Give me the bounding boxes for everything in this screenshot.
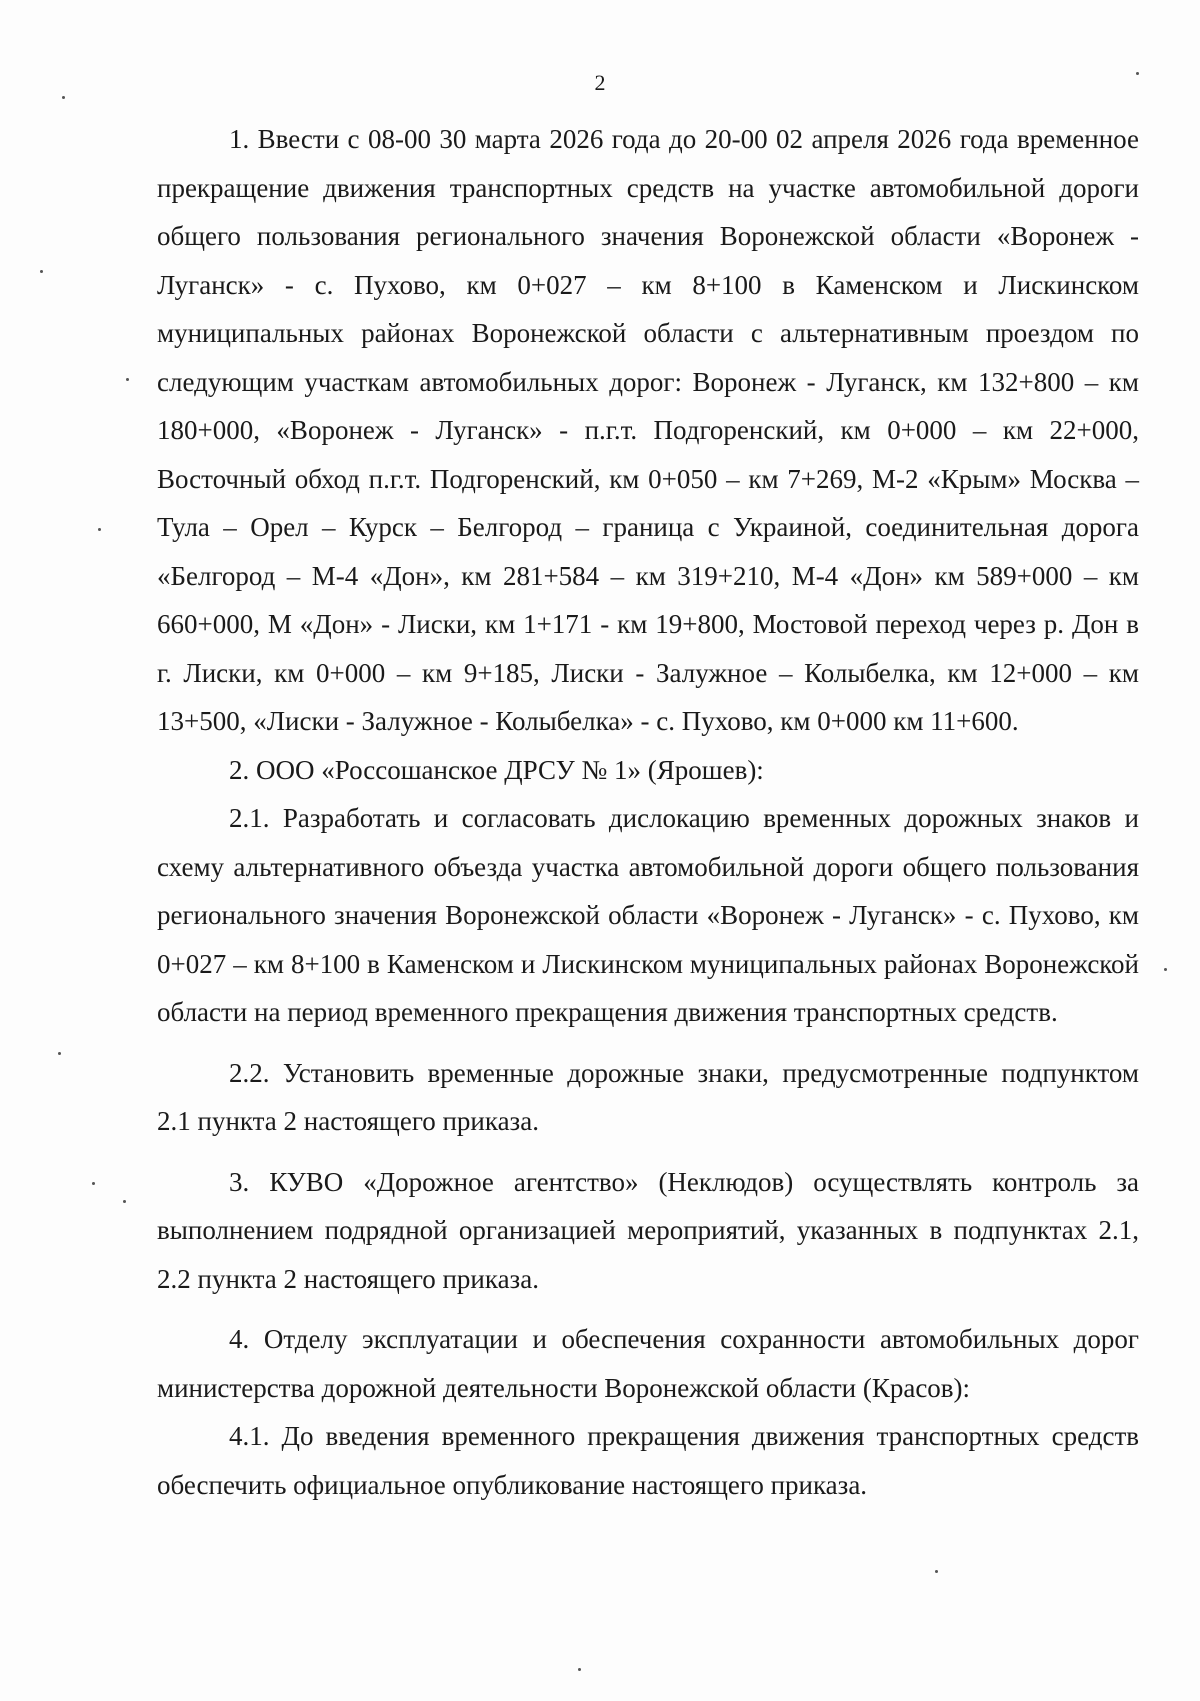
- scan-speck: [92, 1182, 95, 1185]
- scan-speck: [123, 1200, 126, 1203]
- scan-speck: [58, 1052, 61, 1055]
- scan-speck: [98, 528, 101, 531]
- scan-speck: [578, 1668, 581, 1671]
- scan-speck: [935, 1570, 938, 1573]
- paragraph-2-2-install-signs: 2.2. Установить временные дорожные знаки, предусмотренные подпунктом 2.1 пункта 2 настоящего приказа.: [157, 1057, 1139, 1136]
- scan-speck: [126, 378, 129, 381]
- paragraph-4-1-publication: 4.1. До введения временного прекращения движения транспортных средств обеспечить официальное опубликование настоящего приказа.: [157, 1421, 1139, 1500]
- document-body: [157, 115, 1139, 1509]
- scan-speck: [40, 270, 43, 273]
- scan-speck: [1136, 72, 1139, 75]
- paragraph-2-contractor: 2. ООО «Россошанское ДРСУ № 1» (Ярошев):: [229, 754, 764, 785]
- paragraph-2-1-sign-scheme: 2.1. Разработать и согласовать дислокацию временных дорожных знаков и схему альтернативного объезда участка автомобильной дороги общего пользования регионального значения Воронежской области «Воронеж - Луганск» - с. Пухово, км 0+027 – км 8+100 в Каменском и Лискинском муниципальных районах Воронежской области на период временного прекращения движения транспортных средств.: [157, 803, 1139, 1027]
- scan-speck: [62, 96, 65, 99]
- scan-speck: [1164, 968, 1167, 971]
- paragraph-3-control: 3. КУВО «Дорожное агентство» (Неклюдов) осуществлять контроль за выполнением подрядной организацией мероприятий, указанных в подпунктах 2.1, 2.2 пункта 2 настоящего приказа.: [157, 1166, 1139, 1294]
- page-number: 2: [594, 70, 606, 95]
- paragraph-1-road-closure: 1. Ввести с 08-00 30 марта 2026 года до 20-00 02 апреля 2026 года временное прекращение движения транспортных средств на участке автомобильной дороги общего пользования регионального значения Воронежской области «Воронеж - Луганск» - с. Пухово, км 0+027 – км 8+100 в Каменском и Лискинском муниципальных районах Воронежской области с альтернативным проездом по следующим участкам автомобильных дорог: Воронеж - Луганск, км 132+800 – км 180+000, «Воронеж - Луганск» - п.г.т. Подгоренский, км 0+000 – км 22+000, Восточный обход п.г.т. Подгоренский, км 0+050 – км 7+269, М-2 «Крым» Москва – Тула – Орел – Курск – Белгород – граница с Украиной, соединительная дорога «Белгород – М-4 «Дон», км 281+584 – км 319+210, М-4 «Дон» км 589+000 – км 660+000, М «Дон» - Лиски, км 1+171 - км 19+800, Мостовой переход через р. Дон в г. Лиски, км 0+000 – км 9+185, Лиски - Залужное – Колыбелка, км 12+000 – км 13+500, «Лиски - Залужное - Колыбелка» - с. Пухово, км 0+000 км 11+600.: [157, 124, 1139, 736]
- paragraph-4-department: 4. Отделу эксплуатации и обеспечения сохранности автомобильных дорог министерства дорожной деятельности Воронежской области (Красов):: [157, 1324, 1139, 1403]
